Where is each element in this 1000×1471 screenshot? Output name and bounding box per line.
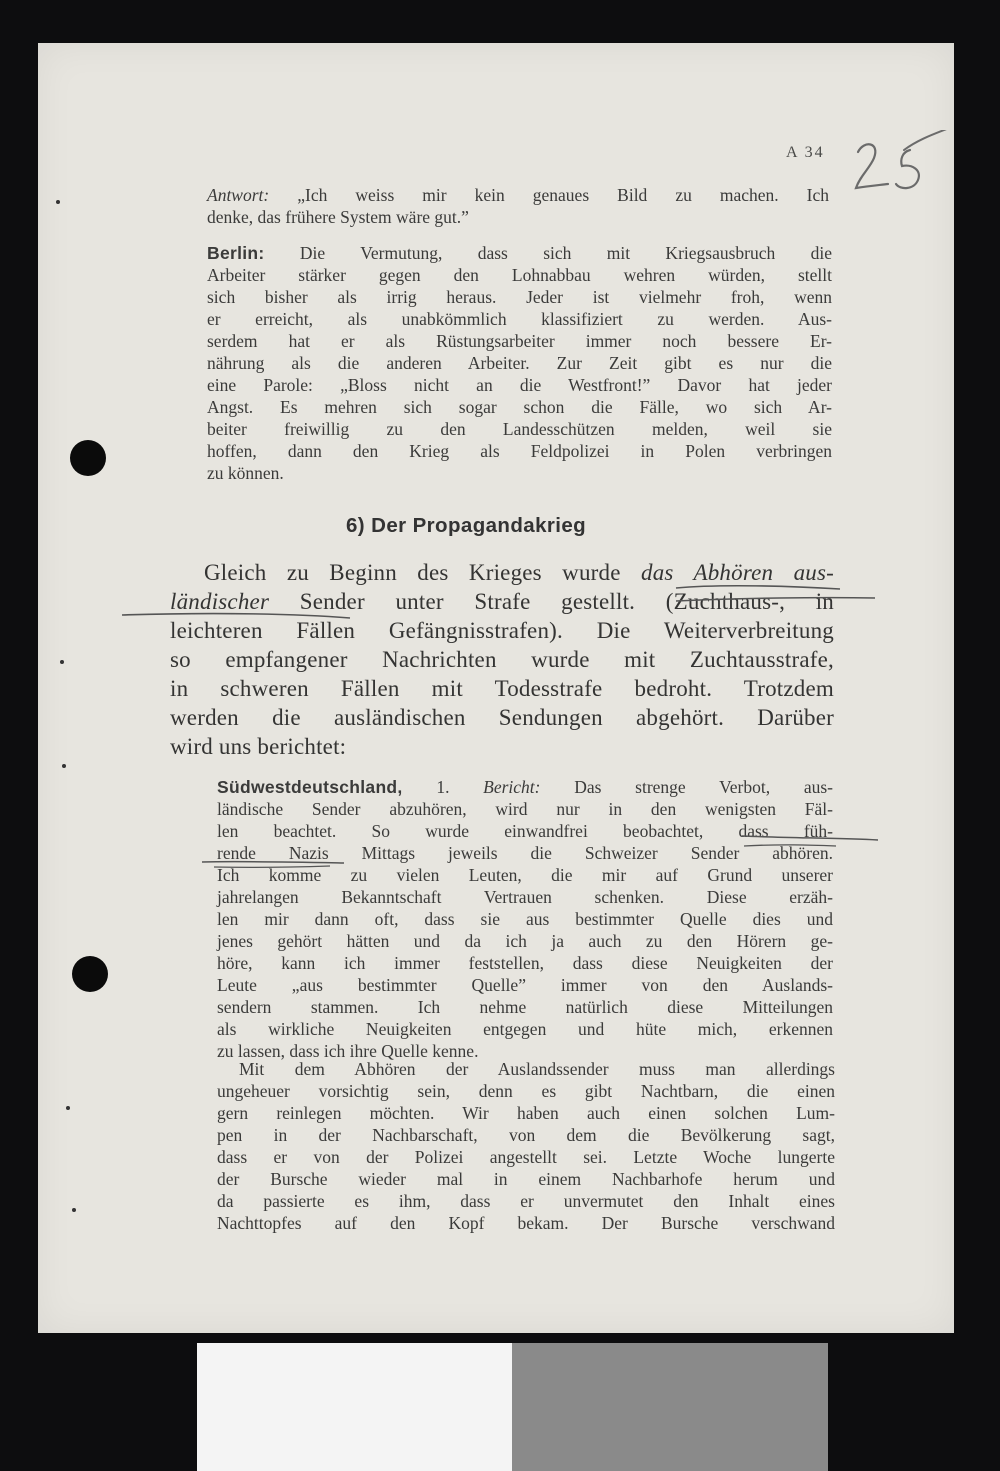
berlin-label: Berlin:	[207, 243, 265, 263]
report-label: Bericht:	[483, 777, 541, 797]
berlin-line: beiter freiwillig zu den Landesschützen melden, weil sie	[207, 419, 832, 439]
calibration-strip-grey	[512, 1343, 828, 1471]
underline-mark	[744, 845, 836, 846]
intro-text: „Ich weiss mir kein genaues Bild zu machen. Ich	[297, 185, 830, 205]
underline-mark	[202, 862, 344, 863]
report-text: Das strenge Verbot, aus-	[574, 777, 833, 797]
report-line: ungeheuer vorsichtig sein, denn es gibt Nachtbarn, die einen	[217, 1081, 835, 1101]
report-line: Ich komme zu vielen Leuten, die mir auf Grund unserer	[217, 865, 833, 885]
report-line: Leute „aus bestimmter Quelle” immer von den Auslands-	[217, 975, 833, 995]
report-line: len mir dann oft, dass sie aus bestimmter Quelle dies und	[217, 909, 833, 929]
berlin-line: Arbeiter stärker gegen den Lohnabbau wehren würden, stellt	[207, 265, 832, 285]
section-line: so empfangener Nachrichten wurde mit Zuchtausstrafe,	[170, 647, 834, 672]
intro-label: Antwort:	[207, 185, 270, 205]
report-number: 1.	[436, 777, 450, 797]
report-line: Nachttopfes auf den Kopf bekam. Der Bursche verschwand	[217, 1213, 835, 1233]
underline-mark	[214, 866, 330, 867]
report-line: jahrelangen Bekanntschaft Vertrauen schenken. Diese erzäh-	[217, 887, 833, 907]
berlin-line: zu können.	[207, 463, 284, 483]
intro-line: denke, das frühere System wäre gut.”	[207, 207, 469, 227]
section-line: wird uns berichtet:	[170, 734, 347, 759]
report-line: rende Nazis Mittags jeweils die Schweizer Sender abhören.	[217, 843, 833, 863]
berlin-line: serdem hat er als Rüstungsarbeiter immer noch bessere Er-	[207, 331, 832, 351]
berlin-text: Die Vermutung, dass sich mit Kriegsausbruch die	[299, 243, 832, 263]
report-line: jenes gehört hätten und da ich ja auch zu den Hörern ge-	[217, 931, 833, 951]
report-line: da passierte es ihm, dass er unvermutet den Inhalt eines	[217, 1191, 835, 1211]
section-italic-text: das Abhören aus-	[641, 560, 834, 585]
berlin-line: Angst. Es mehren sich sogar schon die Fälle, wo sich Ar-	[207, 397, 832, 417]
report-line: der Bursche wieder mal in einem Nachbarhofe herum und	[217, 1169, 835, 1189]
report-line: höre, kann ich immer feststellen, dass diese Neuigkeiten der	[217, 953, 833, 973]
report-line: pen in der Nachbarschaft, von dem die Bevölkerung sagt,	[217, 1125, 835, 1145]
report-line: als wirkliche Neuigkeiten entgegen und hüte mich, erkennen	[217, 1019, 833, 1039]
section-line: in schweren Fällen mit Todesstrafe bedroht. Trotzdem	[170, 676, 834, 701]
report-region: Südwestdeutschland,	[217, 777, 403, 797]
section-line: leichteren Fällen Gefängnisstrafen). Die Weiterverbreitung	[170, 618, 834, 643]
underline-mark	[742, 836, 878, 840]
calibration-strip-white	[197, 1343, 512, 1471]
section-text: Gleich zu Beginn des Krieges wurde	[204, 560, 641, 585]
report-line: len beachtet. So wurde einwandfrei beobachtet, dass füh-	[217, 821, 833, 841]
section-heading: 6) Der Propagandakrieg	[346, 514, 587, 537]
section-line: werden die ausländischen Sendungen abgehört. Darüber	[170, 705, 834, 730]
section-text: Sender unter Strafe gestellt. (Zuchthaus-, in	[269, 589, 834, 614]
underline-mark	[676, 586, 840, 589]
section-italic-text: ländischer	[170, 589, 270, 614]
berlin-line: hoffen, dann den Krieg als Feldpolizei in Polen verbringen	[207, 441, 832, 461]
report-line: zu lassen, dass ich ihre Quelle kenne.	[217, 1041, 479, 1061]
underline-mark	[122, 614, 350, 618]
page-number: A 34	[786, 144, 825, 161]
berlin-line: eine Parole: „Bloss nicht an die Westfront!” Davor hat jeder	[207, 375, 832, 395]
report-line: dass er von der Polizei angestellt sei. Letzte Woche lungerte	[217, 1147, 835, 1167]
berlin-line: er erreicht, als unabkömmlich klassifiziert zu werden. Aus-	[207, 309, 832, 329]
report-line: Mit dem Abhören der Auslandssender muss man allerdings	[239, 1059, 835, 1079]
report-line: sendern stammen. Ich nehme natürlich diese Mitteilungen	[217, 997, 833, 1017]
berlin-line: nährung als die anderen Arbeiter. Zur Zeit gibt es nur die	[207, 353, 832, 373]
underline-mark	[676, 598, 875, 601]
berlin-line: sich bisher als irrig heraus. Jeder ist vielmehr froh, wenn	[207, 287, 832, 307]
report-line: gern reinlegen möchten. Wir haben auch einen solchen Lum-	[217, 1103, 835, 1123]
report-line: ländische Sender abzuhören, wird nur in den wenigsten Fäl-	[217, 799, 833, 819]
